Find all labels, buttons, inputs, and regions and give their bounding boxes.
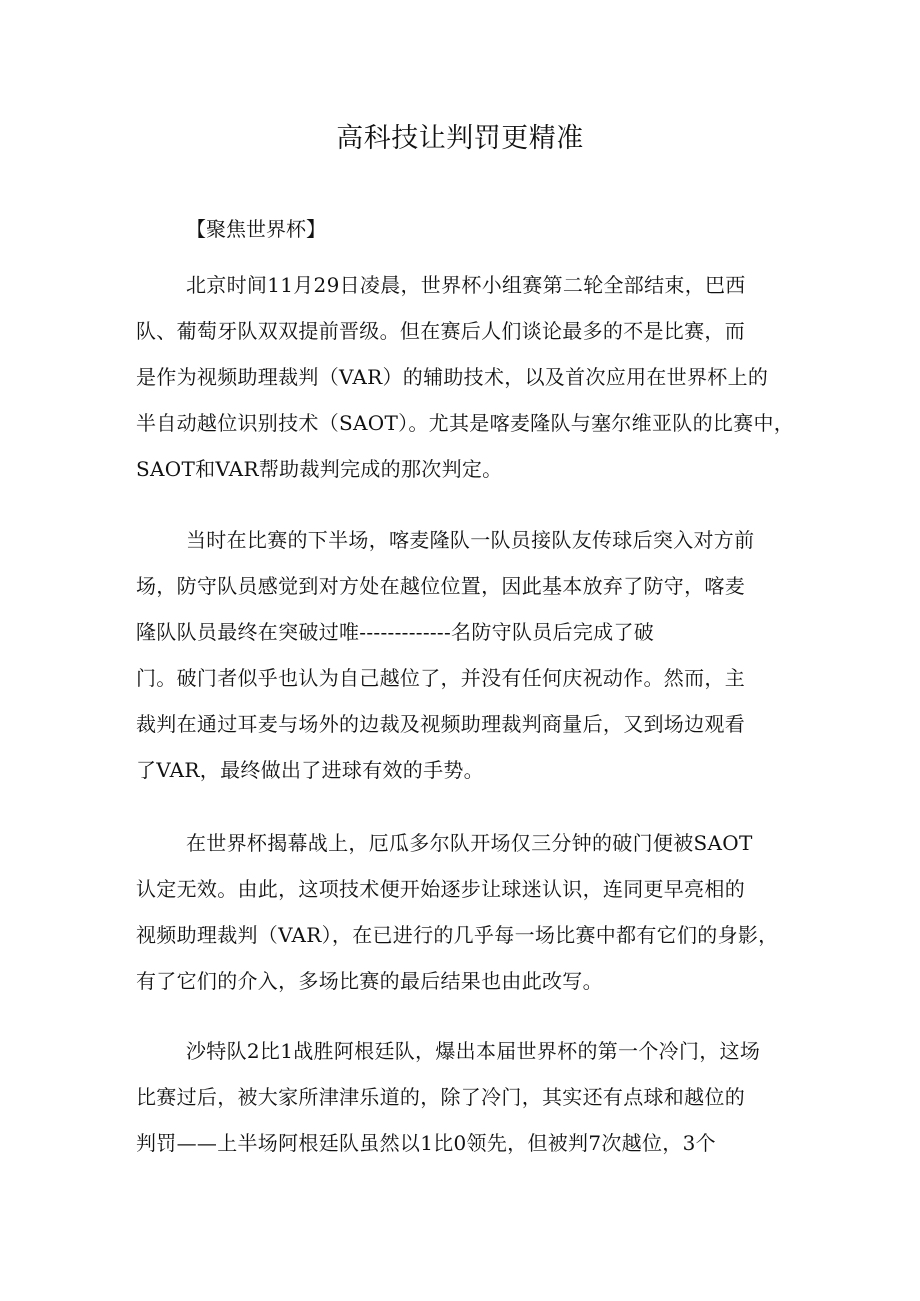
paragraph-line: 队、葡萄牙队双双提前晋级。但在赛后人们谈论最多的不是比赛，而 bbox=[136, 319, 745, 343]
paragraph-line: 认定无效。由此，这项技术便开始逐步让球迷认识，连同更早亮相的 bbox=[136, 877, 745, 901]
paragraph-line: 裁判在通过耳麦与场外的边裁及视频助理裁判商量后，又到场边观看 bbox=[136, 712, 745, 736]
paragraph-line: 是作为视频助理裁判（VAR）的辅助技术，以及首次应用在世界杯上的 bbox=[136, 365, 769, 389]
paragraph-line: 判罚——上半场阿根廷队虽然以1比0领先，但被判7次越位，3个 bbox=[136, 1131, 716, 1155]
paragraph-line: 北京时间11月29日凌晨，世界杯小组赛第二轮全部结束，巴西 bbox=[186, 273, 746, 297]
paragraph-line: 有了它们的介入，多场比赛的最后结果也由此改写。 bbox=[136, 969, 603, 993]
paragraph-line: 沙特队2比1战胜阿根廷队，爆出本届世界杯的第一个冷门，这场 bbox=[186, 1039, 761, 1063]
section-tag: 【聚焦世界杯】 bbox=[186, 217, 326, 241]
paragraph-line: 视频助理裁判（VAR），在已进行的几乎每一场比赛中都有它们的身影， bbox=[136, 923, 779, 947]
paragraph-4 bbox=[136, 1034, 796, 1172]
paragraph-3 bbox=[136, 826, 796, 1010]
paragraph-1 bbox=[136, 268, 796, 498]
paragraph-2 bbox=[136, 523, 796, 799]
paragraph-line: SAOT和VAR帮助裁判完成的那次判定。 bbox=[136, 457, 503, 481]
paragraph-line: 当时在比赛的下半场，喀麦隆队一队员接队友传球后突入对方前 bbox=[186, 528, 755, 552]
paragraph-line: 在世界杯揭幕战上，厄瓜多尔队开场仅三分钟的破门便被SAOT bbox=[186, 831, 753, 855]
paragraph-line: 半自动越位识别技术（SAOT）。尤其是喀麦隆队与塞尔维亚队的比赛中， bbox=[136, 411, 795, 435]
paragraph-line: 比赛过后，被大家所津津乐道的，除了冷门，其实还有点球和越位的 bbox=[136, 1085, 745, 1109]
article-title: 高科技让判罚更精准 bbox=[336, 123, 584, 154]
paragraph-line: 了VAR，最终做出了进球有效的手势。 bbox=[136, 758, 484, 782]
paragraph-line: 门。破门者似乎也认为自己越位了，并没有任何庆祝动作。然而，主 bbox=[136, 666, 745, 690]
paragraph-line: 隆队队员最终在突破过唯-------------名防守队员后完成了破 bbox=[136, 620, 655, 644]
paragraph-line: 场，防守队员感觉到对方处在越位位置，因此基本放弃了防守，喀麦 bbox=[136, 574, 745, 598]
